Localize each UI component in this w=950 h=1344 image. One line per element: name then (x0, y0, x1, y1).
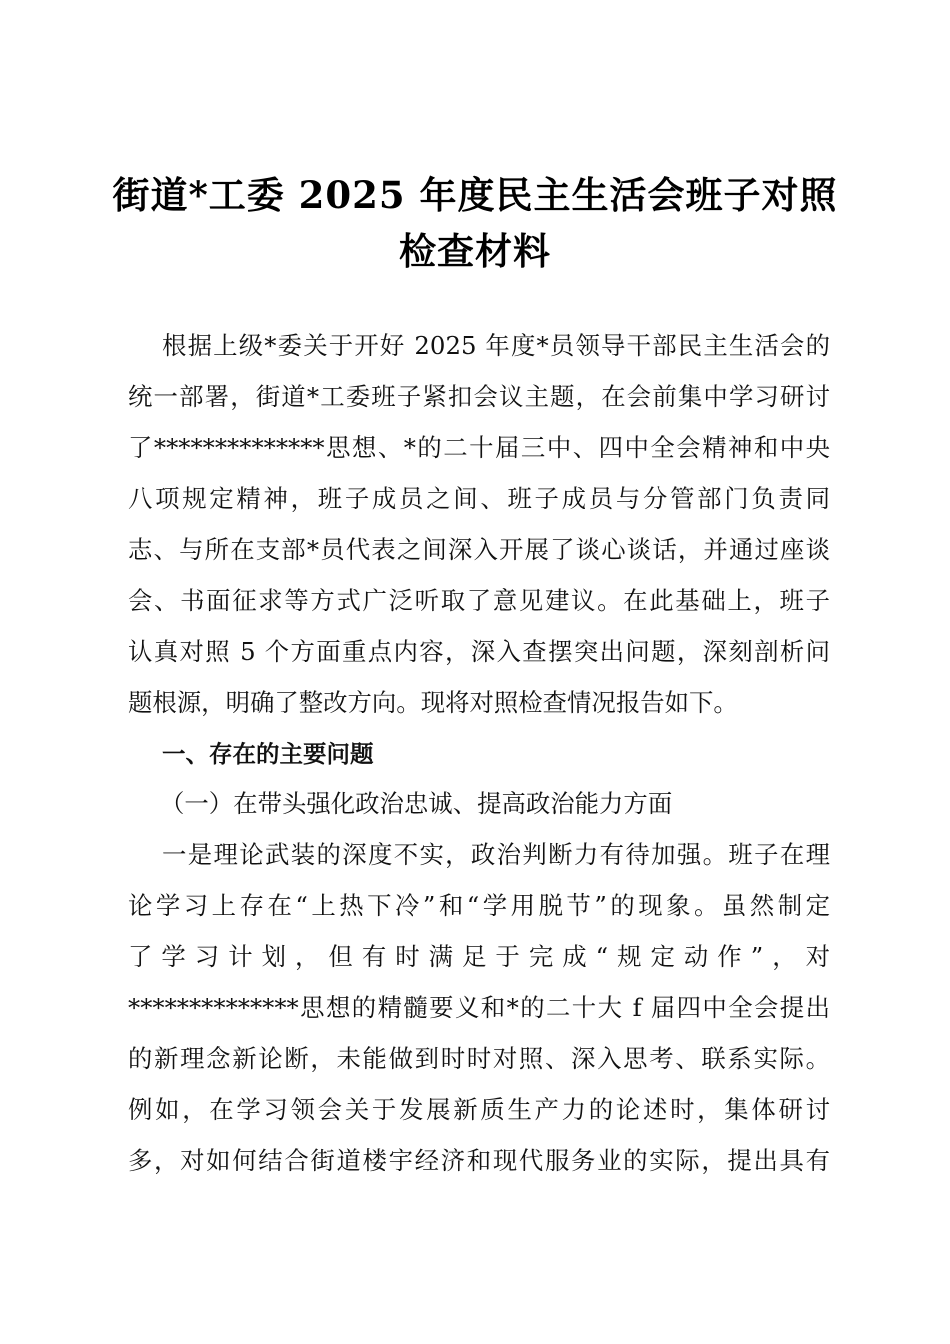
intro-line: 统一部署，街道*工委班子紧扣会议主题，在会前集中学习研讨 (128, 382, 830, 411)
body-line: 了学习计划，但有时满足于完成“规定动作”，对 (128, 942, 830, 971)
body-line: **************思想的精髓要义和*的二十大 f 届四中全会提出 (128, 993, 830, 1022)
body-line: 论学习上存在“上热下冷”和“学用脱节”的现象。虽然制定 (128, 891, 830, 920)
intro-line: 八项规定精神，班子成员之间、班子成员与分管部门负责同 (128, 484, 830, 513)
document-title-line-1: 街道*工委 2025 年度民主生活会班子对照 (112, 173, 838, 217)
body-line: 例如，在学习领会关于发展新质生产力的论述时，集体研讨 (128, 1095, 830, 1124)
body-line: 一是理论武装的深度不实，政治判断力有待加强。班子在理 (162, 840, 830, 869)
intro-line: 认真对照 5 个方面重点内容，深入查摆突出问题，深刻剖析问 (128, 637, 830, 666)
subsection-heading: （一）在带头强化政治忠诚、提高政治能力方面 (160, 789, 673, 818)
intro-line: 会、书面征求等方式广泛听取了意见建议。在此基础上，班子 (128, 586, 830, 615)
document-title-line-2: 检查材料 (399, 229, 551, 273)
intro-line: 了**************思想、*的二十届三中、四中全会精神和中央 (128, 433, 830, 462)
body-line: 的新理念新论断，未能做到时时对照、深入思考、联系实际。 (128, 1044, 830, 1073)
body-line: 多，对如何结合街道楼宇经济和现代服务业的实际，提出具有 (128, 1146, 830, 1175)
intro-line: 根据上级*委关于开好 2025 年度*员领导干部民主生活会的 (162, 331, 830, 360)
section-heading: 一、存在的主要问题 (162, 740, 374, 768)
intro-line: 志、与所在支部*员代表之间深入开展了谈心谈话，并通过座谈 (128, 535, 830, 564)
intro-line: 题根源，明确了整改方向。现将对照检查情况报告如下。 (128, 688, 738, 717)
